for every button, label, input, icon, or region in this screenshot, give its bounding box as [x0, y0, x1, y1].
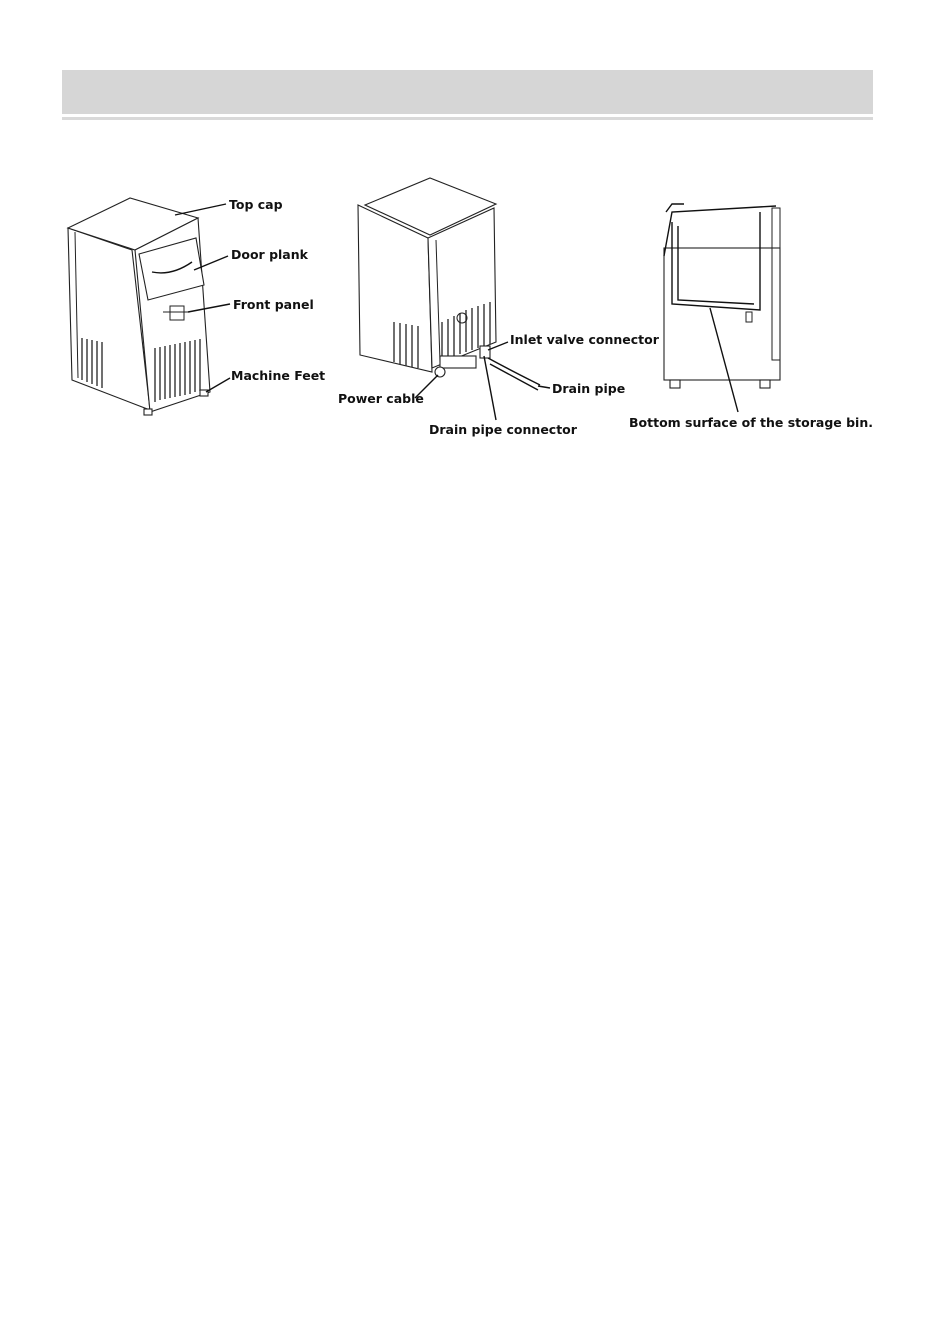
- connector-block: [440, 356, 476, 368]
- power-cable-plug: [435, 367, 445, 377]
- rear-view-illustration: [338, 178, 660, 437]
- cabinet-outline: [664, 248, 780, 380]
- label-inlet-valve-connector: Inlet valve connector: [510, 332, 659, 347]
- inlet-valve: [480, 346, 490, 358]
- label-door-plank: Door plank: [231, 247, 308, 262]
- foot: [670, 380, 680, 388]
- label-drain-pipe-connector: Drain pipe connector: [429, 422, 577, 437]
- drain-pipe-shape: [488, 358, 540, 385]
- side-section-illustration: [629, 204, 873, 430]
- ice-maker-diagram: [0, 0, 933, 480]
- label-top-cap: Top cap: [229, 197, 283, 212]
- label-drain-pipe: Drain pipe: [552, 381, 626, 396]
- front-view-illustration: [68, 197, 325, 415]
- label-machine-feet: Machine Feet: [231, 368, 326, 383]
- label-front-panel: Front panel: [233, 297, 314, 312]
- label-power-cable: Power cable: [338, 391, 424, 406]
- rear-back-panel: [428, 208, 496, 368]
- machine-foot: [144, 409, 152, 415]
- label-storage-bin-bottom: Bottom surface of the storage bin.: [629, 415, 873, 430]
- foot: [760, 380, 770, 388]
